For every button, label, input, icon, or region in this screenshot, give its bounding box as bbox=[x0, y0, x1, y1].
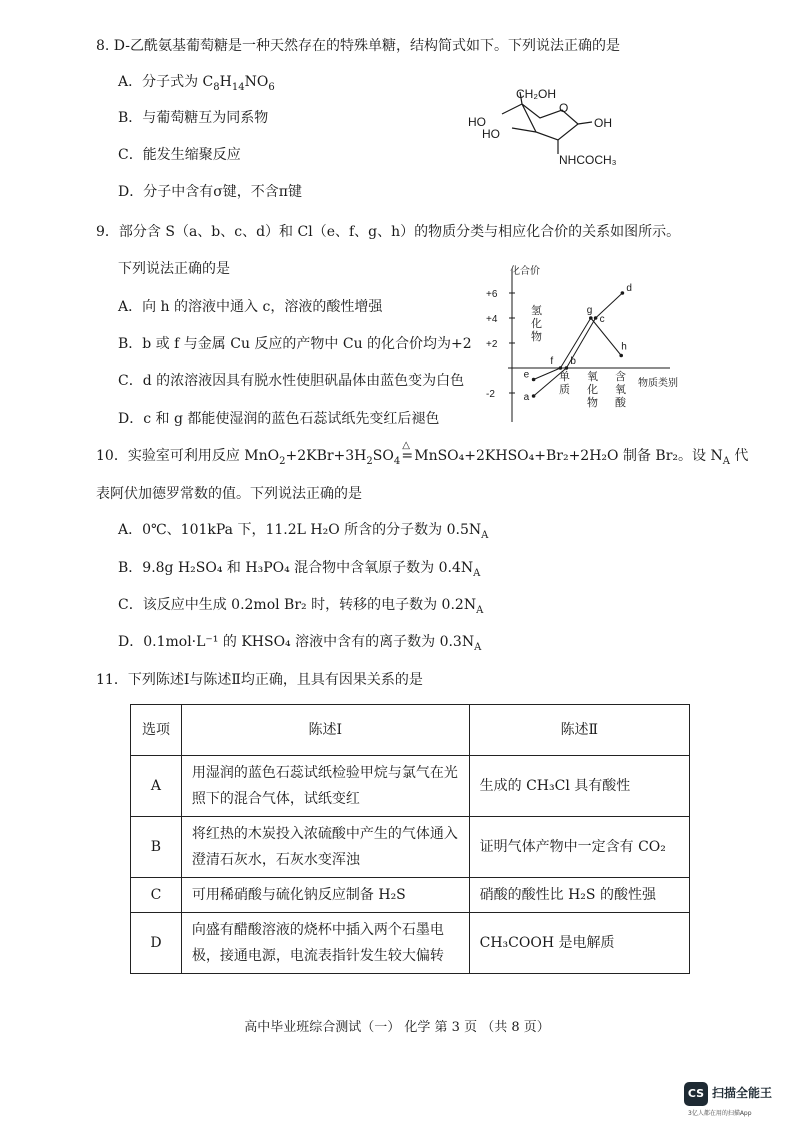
q11-stem: 11．下列陈述Ⅰ与陈述Ⅱ均正确，且具有因果关系的是 bbox=[96, 672, 423, 688]
scanner-tagline: 3亿人都在用的扫描App bbox=[688, 1110, 752, 1117]
valence-chart bbox=[480, 262, 690, 432]
q10-a-sub: A bbox=[481, 529, 489, 541]
row-b-statement-1: 将红热的木炭投入浓硫酸中产生的气体通入澄清石灰水，石灰水变浑浊 bbox=[181, 817, 469, 878]
scanner-name: 扫描全能王 bbox=[712, 1086, 773, 1100]
q10-stem-pre: 10．实验室可利用反应 MnO bbox=[96, 448, 280, 464]
row-a-statement-1: 用湿润的蓝色石蕊试纸检验甲烷与氯气在光照下的混合气体，试纸变红 bbox=[181, 756, 469, 817]
q10-c-text: C．该反应中生成 0.2mol Br₂ 时，转移的电子数为 0.2N bbox=[118, 597, 477, 613]
point-f bbox=[559, 366, 563, 370]
point-b bbox=[565, 366, 569, 370]
q8-a-h: H bbox=[219, 74, 232, 90]
point-h bbox=[619, 354, 623, 358]
q9-stem: 9．部分含 S（a、b、c、d）和 Cl（e、f、g、h）的物质分类与相应化合价的关系如图所示。 bbox=[96, 224, 681, 240]
q10-option-a bbox=[118, 520, 488, 540]
category-label: 含氧酸 bbox=[615, 371, 626, 409]
chart-ylabel: 化合价 bbox=[510, 266, 540, 277]
row-c-statement-1: 可用稀硝酸与硫化钠反应制备 H₂S bbox=[181, 878, 469, 913]
point-label-c: c bbox=[599, 314, 605, 325]
q8-option-d: D．分子中含有σ键，不含π键 bbox=[118, 184, 302, 200]
row-c-statement-2: 硝酸的酸性比 H₂S 的酸性强 bbox=[469, 878, 689, 913]
q8-a-no: NO bbox=[244, 74, 269, 90]
category-label: 氢化物 bbox=[531, 305, 542, 343]
q9-option-d: D．c 和 g 都能使湿润的蓝色石蕊试纸先变红后褪色 bbox=[118, 411, 440, 427]
category-label: 单质 bbox=[559, 371, 570, 396]
q8-option-b: B．与葡萄糖互为同系物 bbox=[118, 110, 269, 126]
connector-line bbox=[534, 368, 561, 380]
q9-option-a: A．向 h 的溶液中通入 c，溶液的酸性增强 bbox=[118, 299, 383, 315]
scanner-badge bbox=[684, 1080, 790, 1120]
y-tick-label: +6 bbox=[486, 289, 498, 300]
row-a-option: A bbox=[131, 756, 182, 817]
q8-a-prefix: A．分子式为 C bbox=[118, 74, 214, 90]
q10-b-sub: A bbox=[473, 567, 481, 579]
point-label-b: b bbox=[570, 356, 576, 367]
q10-b-text: B．9.8g H₂SO₄ 和 H₃PO₄ 混合物中含氧原子数为 0.4N bbox=[118, 560, 474, 576]
point-label-f: f bbox=[550, 356, 554, 367]
point-label-a: a bbox=[523, 392, 530, 403]
page-footer: 高中毕业班综合测试（一） 化学 第 3 页 （共 8 页） bbox=[244, 1020, 550, 1035]
q8-option-c: C．能发生缩聚反应 bbox=[118, 147, 241, 163]
header-option: 选项 bbox=[131, 705, 182, 756]
q10-sub-2a: 2 bbox=[279, 455, 286, 467]
table-row bbox=[131, 817, 690, 878]
camscanner-logo-icon: CS bbox=[684, 1082, 708, 1106]
q10-sub-4: 4 bbox=[393, 455, 401, 467]
point-a bbox=[532, 394, 536, 398]
row-d-statement-1: 向盛有醋酸溶液的烧杯中插入两个石墨电极，接通电源，电流表指针发生较大偏转 bbox=[181, 913, 469, 974]
q10-option-c bbox=[118, 595, 483, 615]
q10-d-text: D．0.1mol·L⁻¹ 的 KHSO₄ 溶液中含有的离子数为 0.3N bbox=[118, 634, 475, 650]
row-b-statement-2: 证明气体产物中一定含有 CO₂ bbox=[469, 817, 689, 878]
point-g bbox=[589, 316, 593, 320]
point-c bbox=[594, 316, 598, 320]
row-d-statement-2: CH₃COOH 是电解质 bbox=[469, 913, 689, 974]
q10-option-d bbox=[118, 632, 481, 652]
point-label-h: h bbox=[621, 341, 627, 353]
q10-sub-a: A bbox=[722, 455, 730, 467]
header-statement-2: 陈述Ⅱ bbox=[469, 705, 689, 756]
q9-option-b: B．b 或 f 与金属 Cu 反应的产物中 Cu 的化合价均为+2 bbox=[118, 336, 472, 352]
q10-d-sub: A bbox=[474, 641, 482, 653]
row-c-option: C bbox=[131, 878, 182, 913]
q10-stem2: 表阿伏加德罗常数的值。下列说法正确的是 bbox=[96, 486, 362, 502]
ring-oxygen-label: O bbox=[559, 101, 569, 115]
table-header-row bbox=[131, 705, 690, 756]
y-tick-label: +2 bbox=[486, 339, 498, 350]
q10-stem-mid: +2KBr+3H bbox=[285, 448, 367, 464]
q8-stem: 8. D-乙酰氨基葡萄糖是一种天然存在的特殊单糖，结构简式如下。下列说法正确的是 bbox=[96, 38, 621, 54]
q10-sub-2b: 2 bbox=[366, 455, 373, 467]
q10-delta: △ bbox=[402, 440, 410, 451]
y-tick-label: -2 bbox=[486, 389, 495, 400]
oh-right-label: OH bbox=[594, 116, 612, 130]
q10-stem bbox=[96, 440, 749, 467]
table-row bbox=[131, 878, 690, 913]
nhcoch3-label: NHCOCH₃ bbox=[559, 153, 617, 167]
q11-table bbox=[130, 704, 690, 974]
glucose-structure-diagram bbox=[462, 84, 642, 174]
point-label-d: d bbox=[626, 283, 632, 294]
ch2oh-label: CH₂OH bbox=[516, 87, 556, 101]
row-b-option: B bbox=[131, 817, 182, 878]
table-row bbox=[131, 756, 690, 817]
ho-top-label: HO bbox=[468, 115, 486, 129]
q8-a-sub2: 14 bbox=[231, 81, 245, 93]
table-row bbox=[131, 913, 690, 974]
row-d-option: D bbox=[131, 913, 182, 974]
q10-arrow: △ = bbox=[400, 446, 414, 466]
category-label: 氧化物 bbox=[587, 371, 598, 409]
q10-option-b bbox=[118, 558, 480, 578]
point-e bbox=[532, 378, 536, 382]
q8-a-sub3: 6 bbox=[268, 81, 275, 93]
q10-a-text: A．0℃、101kPa 下，11.2L H₂O 所含的分子数为 0.5N bbox=[118, 522, 482, 538]
q9-option-c: C．d 的浓溶液因具有脱水性使胆矾晶体由蓝色变为白色 bbox=[118, 373, 465, 389]
q9-stem2: 下列说法正确的是 bbox=[118, 261, 230, 277]
header-statement-1: 陈述Ⅰ bbox=[181, 705, 469, 756]
point-d bbox=[621, 291, 625, 295]
q10-so4: SO bbox=[372, 448, 394, 464]
q10-c-sub: A bbox=[476, 604, 484, 616]
connector-line bbox=[591, 318, 621, 356]
q8-option-a bbox=[118, 72, 275, 92]
q8-a-sub1: 8 bbox=[213, 81, 220, 93]
q10-stem-end: 代 bbox=[729, 448, 749, 464]
q10-stem-tail: MnSO₄+2KHSO₄+Br₂+2H₂O 制备 Br₂。设 N bbox=[414, 448, 723, 464]
row-a-statement-2: 生成的 CH₃Cl 具有酸性 bbox=[469, 756, 689, 817]
point-label-g: g bbox=[586, 305, 593, 316]
y-tick-label: +4 bbox=[486, 314, 498, 325]
chart-xlabel: 物质类别 bbox=[638, 378, 678, 389]
ho-left-label: HO bbox=[482, 127, 500, 141]
point-label-e: e bbox=[523, 369, 530, 381]
